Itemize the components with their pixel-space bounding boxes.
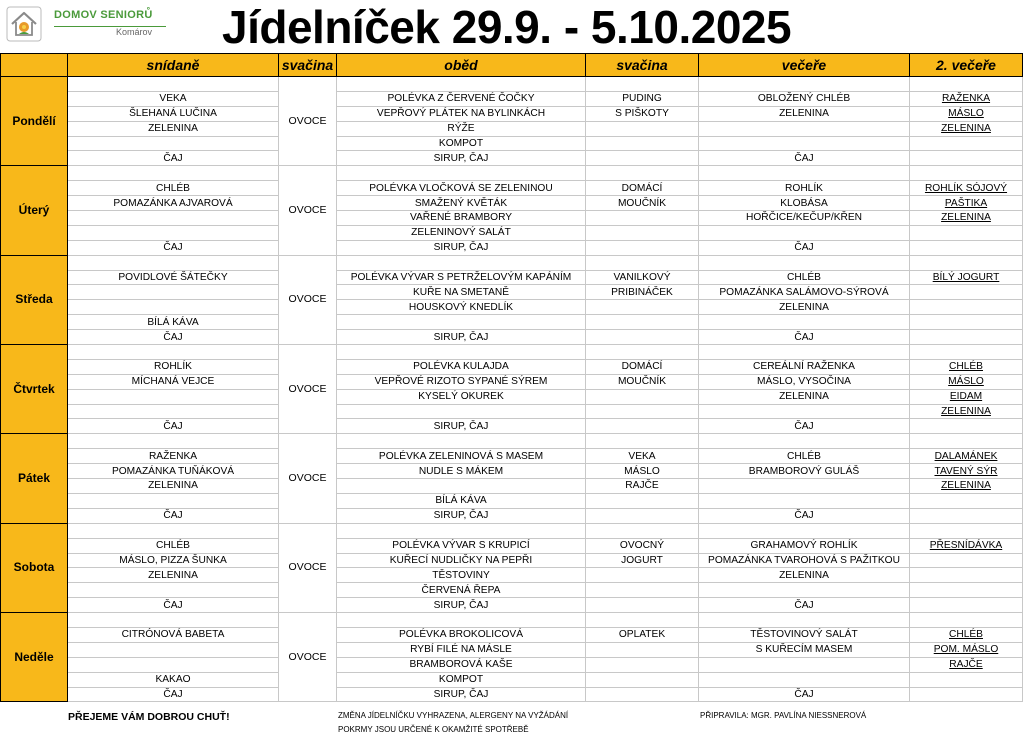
lunch-cell xyxy=(337,255,586,270)
lunch-cell xyxy=(337,523,586,538)
dinner-cell: S KUŘECÍM MASEM xyxy=(699,642,910,657)
day-name-cell: Čtvrtek xyxy=(1,345,68,434)
table-row xyxy=(1,315,1023,330)
table-row xyxy=(1,627,1023,642)
dinner-cell: KLOBÁSA xyxy=(699,196,910,211)
page-title: Jídelníček 29.9. - 5.10.2025 xyxy=(222,1,792,53)
afternoon-snack-cell xyxy=(586,419,699,434)
breakfast-cell: ČAJ xyxy=(68,687,279,702)
breakfast-cell xyxy=(68,523,279,538)
afternoon-snack-cell: PUDING xyxy=(586,91,699,106)
second-dinner-cell: ZELENINA xyxy=(910,404,1023,419)
second-dinner-cell xyxy=(910,434,1023,449)
morning-snack-cell: OVOCE xyxy=(279,523,337,612)
table-row xyxy=(1,270,1023,285)
dinner-cell xyxy=(699,255,910,270)
table-row xyxy=(1,449,1023,464)
afternoon-snack-cell xyxy=(586,642,699,657)
dinner-cell: ČAJ xyxy=(699,508,910,523)
second-dinner-cell: PAŠTIKA xyxy=(910,196,1023,211)
breakfast-cell: KAKAO xyxy=(68,672,279,687)
breakfast-cell: ZELENINA xyxy=(68,479,279,494)
afternoon-snack-cell xyxy=(586,568,699,583)
lunch-cell xyxy=(337,166,586,181)
lunch-cell: KUŘE NA SMETANĚ xyxy=(337,285,586,300)
second-dinner-cell: RAJČE xyxy=(910,657,1023,672)
afternoon-snack-cell: VEKA xyxy=(586,449,699,464)
menu-table xyxy=(0,53,1023,702)
logo-city: Komárov xyxy=(116,27,153,37)
afternoon-snack-cell: PRIBINÁČEK xyxy=(586,285,699,300)
dinner-cell xyxy=(699,493,910,508)
afternoon-snack-cell xyxy=(586,583,699,598)
table-row xyxy=(1,404,1023,419)
table-row xyxy=(1,151,1023,166)
lunch-cell xyxy=(337,77,586,92)
table-row xyxy=(1,121,1023,136)
dinner-cell: MÁSLO, VYSOČINA xyxy=(699,374,910,389)
table-row xyxy=(1,211,1023,226)
lunch-cell: VEPŘOVÝ PLÁTEK NA BYLINKÁCH xyxy=(337,106,586,121)
breakfast-cell: ČAJ xyxy=(68,240,279,255)
breakfast-cell xyxy=(68,613,279,628)
footer-wish: PŘEJEME VÁM DOBROU CHUŤ! xyxy=(68,711,230,723)
dinner-cell: POMAZÁNKA SALÁMOVO-SÝROVÁ xyxy=(699,285,910,300)
logo-name: DOMOV SENIORŮ xyxy=(54,9,153,21)
dinner-cell xyxy=(699,315,910,330)
second-dinner-cell xyxy=(910,687,1023,702)
dinner-cell: CHLÉB xyxy=(699,449,910,464)
dinner-cell: ČAJ xyxy=(699,151,910,166)
second-dinner-cell: POM. MÁSLO xyxy=(910,642,1023,657)
dinner-cell: BRAMBOROVÝ GULÁŠ xyxy=(699,464,910,479)
table-row xyxy=(1,359,1023,374)
lunch-cell: POLÉVKA Z ČERVENÉ ČOČKY xyxy=(337,91,586,106)
afternoon-snack-cell xyxy=(586,389,699,404)
afternoon-snack-cell xyxy=(586,151,699,166)
lunch-cell: KUŘECÍ NUDLIČKY NA PEPŘI xyxy=(337,553,586,568)
dinner-cell xyxy=(699,583,910,598)
table-row xyxy=(1,196,1023,211)
breakfast-cell xyxy=(68,136,279,151)
afternoon-snack-cell xyxy=(586,330,699,345)
lunch-cell: SIRUP, ČAJ xyxy=(337,508,586,523)
table-row xyxy=(1,106,1023,121)
second-dinner-cell xyxy=(910,255,1023,270)
table-row xyxy=(1,91,1023,106)
dinner-cell: GRAHAMOVÝ ROHLÍK xyxy=(699,538,910,553)
logo-text xyxy=(54,9,153,37)
afternoon-snack-cell xyxy=(586,315,699,330)
column-header: oběd xyxy=(337,54,586,77)
morning-snack-cell: OVOCE xyxy=(279,613,337,702)
dinner-cell xyxy=(699,434,910,449)
table-row xyxy=(1,240,1023,255)
breakfast-cell xyxy=(68,211,279,226)
dinner-cell xyxy=(699,136,910,151)
table-row xyxy=(1,77,1023,92)
table-row xyxy=(1,687,1023,702)
table-row xyxy=(1,613,1023,628)
morning-snack-cell: OVOCE xyxy=(279,77,337,166)
lunch-cell: BRAMBOROVÁ KAŠE xyxy=(337,657,586,672)
second-dinner-cell: MÁSLO xyxy=(910,106,1023,121)
lunch-cell: SIRUP, ČAJ xyxy=(337,419,586,434)
afternoon-snack-cell xyxy=(586,523,699,538)
lunch-cell: SIRUP, ČAJ xyxy=(337,687,586,702)
footer-note: ZMĚNA JÍDELNÍČKU VYHRAZENA, ALERGENY NA VYŽÁDÁNÍ xyxy=(338,711,569,720)
morning-snack-cell: OVOCE xyxy=(279,255,337,344)
day-name-cell: Pondělí xyxy=(1,77,68,166)
table-row xyxy=(1,389,1023,404)
column-header: snídaně xyxy=(68,54,279,77)
afternoon-snack-cell: RAJČE xyxy=(586,479,699,494)
table-row xyxy=(1,285,1023,300)
dinner-cell: ZELENINA xyxy=(699,389,910,404)
dinner-cell: CEREÁLNÍ RAŽENKA xyxy=(699,359,910,374)
dinner-cell: HOŘČICE/KEČUP/KŘEN xyxy=(699,211,910,226)
morning-snack-cell: OVOCE xyxy=(279,434,337,523)
afternoon-snack-cell: MOUČNÍK xyxy=(586,374,699,389)
dinner-cell xyxy=(699,657,910,672)
afternoon-snack-cell xyxy=(586,687,699,702)
breakfast-cell xyxy=(68,77,279,92)
afternoon-snack-cell: MÁSLO xyxy=(586,464,699,479)
column-header-row xyxy=(1,54,1023,77)
dinner-cell: ČAJ xyxy=(699,687,910,702)
lunch-cell xyxy=(337,434,586,449)
lunch-cell: RÝŽE xyxy=(337,121,586,136)
breakfast-cell: POMAZÁNKA TUŇÁKOVÁ xyxy=(68,464,279,479)
dinner-cell xyxy=(699,613,910,628)
table-row xyxy=(1,374,1023,389)
breakfast-cell xyxy=(68,434,279,449)
second-dinner-cell: PŘESNÍDÁVKA xyxy=(910,538,1023,553)
day-name-cell: Sobota xyxy=(1,523,68,612)
footer-note: POKRMY JSOU URČENÉ K OKAMŽITÉ SPOTŘEBĚ xyxy=(338,725,529,734)
afternoon-snack-cell xyxy=(586,598,699,613)
lunch-cell: BÍLÁ KÁVA xyxy=(337,493,586,508)
breakfast-cell: CHLÉB xyxy=(68,181,279,196)
breakfast-cell: MÍCHANÁ VEJCE xyxy=(68,374,279,389)
breakfast-cell: ČAJ xyxy=(68,598,279,613)
dinner-cell: ČAJ xyxy=(699,240,910,255)
breakfast-cell: POVIDLOVÉ ŠÁTEČKY xyxy=(68,270,279,285)
breakfast-cell xyxy=(68,389,279,404)
afternoon-snack-cell: DOMÁCÍ xyxy=(586,181,699,196)
second-dinner-cell xyxy=(910,553,1023,568)
table-row xyxy=(1,225,1023,240)
dinner-cell: ZELENINA xyxy=(699,568,910,583)
table-row xyxy=(1,523,1023,538)
afternoon-snack-cell: JOGURT xyxy=(586,553,699,568)
breakfast-cell: ZELENINA xyxy=(68,568,279,583)
column-header: večeře xyxy=(699,54,910,77)
table-row xyxy=(1,553,1023,568)
lunch-cell: ZELENINOVÝ SALÁT xyxy=(337,225,586,240)
second-dinner-cell: DALAMÁNEK xyxy=(910,449,1023,464)
afternoon-snack-cell xyxy=(586,255,699,270)
column-header: svačina xyxy=(279,54,337,77)
table-row xyxy=(1,345,1023,360)
breakfast-cell: ČAJ xyxy=(68,419,279,434)
second-dinner-cell xyxy=(910,345,1023,360)
table-row xyxy=(1,538,1023,553)
breakfast-cell xyxy=(68,404,279,419)
dinner-cell: ZELENINA xyxy=(699,300,910,315)
second-dinner-cell xyxy=(910,285,1023,300)
lunch-cell: KOMPOT xyxy=(337,136,586,151)
lunch-cell: POLÉVKA BROKOLICOVÁ xyxy=(337,627,586,642)
lunch-cell: SIRUP, ČAJ xyxy=(337,598,586,613)
dinner-cell xyxy=(699,672,910,687)
second-dinner-cell: MÁSLO xyxy=(910,374,1023,389)
second-dinner-cell xyxy=(910,493,1023,508)
lunch-cell: TĚSTOVINY xyxy=(337,568,586,583)
second-dinner-cell: CHLÉB xyxy=(910,359,1023,374)
table-row xyxy=(1,255,1023,270)
footer-prepared-by: PŘIPRAVILA: MGR. PAVLÍNA NIESSNEROVÁ xyxy=(700,711,867,720)
breakfast-cell: POMAZÁNKA AJVAROVÁ xyxy=(68,196,279,211)
table-row xyxy=(1,166,1023,181)
afternoon-snack-cell xyxy=(586,240,699,255)
second-dinner-cell xyxy=(910,136,1023,151)
table-row xyxy=(1,657,1023,672)
table-row xyxy=(1,136,1023,151)
second-dinner-cell: ZELENINA xyxy=(910,479,1023,494)
breakfast-cell: CITRÓNOVÁ BABETA xyxy=(68,627,279,642)
breakfast-cell xyxy=(68,657,279,672)
afternoon-snack-cell xyxy=(586,211,699,226)
afternoon-snack-cell xyxy=(586,404,699,419)
afternoon-snack-cell xyxy=(586,345,699,360)
lunch-cell: NUDLE S MÁKEM xyxy=(337,464,586,479)
second-dinner-cell: EIDAM xyxy=(910,389,1023,404)
dinner-cell: TĚSTOVINOVÝ SALÁT xyxy=(699,627,910,642)
afternoon-snack-cell xyxy=(586,672,699,687)
dinner-cell xyxy=(699,121,910,136)
page-footer xyxy=(0,708,1024,744)
page-header xyxy=(0,0,1024,52)
second-dinner-cell xyxy=(910,583,1023,598)
second-dinner-cell xyxy=(910,419,1023,434)
dinner-cell xyxy=(699,77,910,92)
table-row xyxy=(1,464,1023,479)
table-row xyxy=(1,330,1023,345)
dinner-cell: POMAZÁNKA TVAROHOVÁ S PAŽITKOU xyxy=(699,553,910,568)
table-row xyxy=(1,642,1023,657)
breakfast-cell xyxy=(68,300,279,315)
second-dinner-cell: TAVENÝ SÝR xyxy=(910,464,1023,479)
afternoon-snack-cell xyxy=(586,613,699,628)
table-row xyxy=(1,181,1023,196)
lunch-cell xyxy=(337,479,586,494)
lunch-cell: SIRUP, ČAJ xyxy=(337,151,586,166)
afternoon-snack-cell: DOMÁCÍ xyxy=(586,359,699,374)
second-dinner-cell xyxy=(910,315,1023,330)
afternoon-snack-cell: OPLATEK xyxy=(586,627,699,642)
column-header: svačina xyxy=(586,54,699,77)
dinner-cell xyxy=(699,345,910,360)
second-dinner-cell xyxy=(910,598,1023,613)
afternoon-snack-cell xyxy=(586,225,699,240)
afternoon-snack-cell xyxy=(586,136,699,151)
dinner-cell: CHLÉB xyxy=(699,270,910,285)
dinner-cell xyxy=(699,404,910,419)
lunch-cell: KYSELÝ OKUREK xyxy=(337,389,586,404)
second-dinner-cell: ZELENINA xyxy=(910,121,1023,136)
second-dinner-cell xyxy=(910,225,1023,240)
second-dinner-cell: RAŽENKA xyxy=(910,91,1023,106)
lunch-cell: ČERVENÁ ŘEPA xyxy=(337,583,586,598)
second-dinner-cell: CHLÉB xyxy=(910,627,1023,642)
afternoon-snack-cell: VANILKOVÝ xyxy=(586,270,699,285)
breakfast-cell xyxy=(68,285,279,300)
second-dinner-cell xyxy=(910,240,1023,255)
lunch-cell: POLÉVKA VÝVAR S KRUPICÍ xyxy=(337,538,586,553)
dinner-cell: ČAJ xyxy=(699,330,910,345)
afternoon-snack-cell: S PIŠKOTY xyxy=(586,106,699,121)
afternoon-snack-cell: MOUČNÍK xyxy=(586,196,699,211)
table-row xyxy=(1,434,1023,449)
breakfast-cell xyxy=(68,583,279,598)
afternoon-snack-cell xyxy=(586,493,699,508)
table-row xyxy=(1,479,1023,494)
corner-cell xyxy=(1,54,68,77)
table-row xyxy=(1,583,1023,598)
breakfast-cell: VEKA xyxy=(68,91,279,106)
dinner-cell xyxy=(699,479,910,494)
lunch-cell: VEPŘOVÉ RIZOTO SYPANÉ SÝREM xyxy=(337,374,586,389)
table-row xyxy=(1,508,1023,523)
breakfast-cell: ŠLEHANÁ LUČINA xyxy=(68,106,279,121)
second-dinner-cell xyxy=(910,77,1023,92)
afternoon-snack-cell xyxy=(586,77,699,92)
second-dinner-cell: ROHLÍK SÓJOVÝ xyxy=(910,181,1023,196)
second-dinner-cell xyxy=(910,672,1023,687)
lunch-cell: RYBÍ FILÉ NA MÁSLE xyxy=(337,642,586,657)
morning-snack-cell: OVOCE xyxy=(279,345,337,434)
second-dinner-cell xyxy=(910,151,1023,166)
afternoon-snack-cell xyxy=(586,166,699,181)
house-logo-icon xyxy=(6,6,42,42)
lunch-cell xyxy=(337,613,586,628)
breakfast-cell xyxy=(68,255,279,270)
breakfast-cell: ČAJ xyxy=(68,508,279,523)
dinner-cell xyxy=(699,523,910,538)
column-header: 2. večeře xyxy=(910,54,1023,77)
breakfast-cell: ZELENINA xyxy=(68,121,279,136)
dinner-cell: ČAJ xyxy=(699,598,910,613)
dinner-cell: ROHLÍK xyxy=(699,181,910,196)
lunch-cell: SMAŽENÝ KVĚTÁK xyxy=(337,196,586,211)
breakfast-cell: RAŽENKA xyxy=(68,449,279,464)
dinner-cell: ZELENINA xyxy=(699,106,910,121)
second-dinner-cell xyxy=(910,568,1023,583)
lunch-cell xyxy=(337,404,586,419)
table-row xyxy=(1,568,1023,583)
lunch-cell: VAŘENÉ BRAMBORY xyxy=(337,211,586,226)
breakfast-cell: MÁSLO, PIZZA ŠUNKA xyxy=(68,553,279,568)
breakfast-cell xyxy=(68,493,279,508)
menu-body xyxy=(1,77,1023,702)
lunch-cell: POLÉVKA VÝVAR S PETRŽELOVÝM KAPÁNÍM xyxy=(337,270,586,285)
afternoon-snack-cell xyxy=(586,434,699,449)
afternoon-snack-cell xyxy=(586,300,699,315)
breakfast-cell: ČAJ xyxy=(68,151,279,166)
day-name-cell: Úterý xyxy=(1,166,68,255)
afternoon-snack-cell xyxy=(586,121,699,136)
second-dinner-cell: BÍLÝ JOGURT xyxy=(910,270,1023,285)
morning-snack-cell: OVOCE xyxy=(279,166,337,255)
second-dinner-cell: ZELENINA xyxy=(910,211,1023,226)
table-row xyxy=(1,598,1023,613)
dinner-cell xyxy=(699,166,910,181)
table-row xyxy=(1,300,1023,315)
breakfast-cell: ČAJ xyxy=(68,330,279,345)
second-dinner-cell xyxy=(910,166,1023,181)
breakfast-cell: CHLÉB xyxy=(68,538,279,553)
second-dinner-cell xyxy=(910,330,1023,345)
breakfast-cell xyxy=(68,642,279,657)
lunch-cell: POLÉVKA ZELENINOVÁ S MASEM xyxy=(337,449,586,464)
table-row xyxy=(1,419,1023,434)
day-name-cell: Středa xyxy=(1,255,68,344)
dinner-cell xyxy=(699,225,910,240)
lunch-cell: POLÉVKA VLOČKOVÁ SE ZELENINOU xyxy=(337,181,586,196)
lunch-cell xyxy=(337,345,586,360)
table-row xyxy=(1,493,1023,508)
lunch-cell: SIRUP, ČAJ xyxy=(337,330,586,345)
second-dinner-cell xyxy=(910,613,1023,628)
breakfast-cell xyxy=(68,345,279,360)
lunch-cell: HOUSKOVÝ KNEDLÍK xyxy=(337,300,586,315)
afternoon-snack-cell xyxy=(586,508,699,523)
breakfast-cell: BÍLÁ KÁVA xyxy=(68,315,279,330)
lunch-cell: KOMPOT xyxy=(337,672,586,687)
breakfast-cell xyxy=(68,166,279,181)
afternoon-snack-cell xyxy=(586,657,699,672)
day-name-cell: Pátek xyxy=(1,434,68,523)
second-dinner-cell xyxy=(910,523,1023,538)
second-dinner-cell xyxy=(910,300,1023,315)
dinner-cell: OBLOŽENÝ CHLÉB xyxy=(699,91,910,106)
table-row xyxy=(1,672,1023,687)
breakfast-cell xyxy=(68,225,279,240)
breakfast-cell: ROHLÍK xyxy=(68,359,279,374)
lunch-cell: POLÉVKA KULAJDA xyxy=(337,359,586,374)
dinner-cell: ČAJ xyxy=(699,419,910,434)
day-name-cell: Neděle xyxy=(1,613,68,702)
lunch-cell xyxy=(337,315,586,330)
second-dinner-cell xyxy=(910,508,1023,523)
afternoon-snack-cell: OVOCNÝ xyxy=(586,538,699,553)
lunch-cell: SIRUP, ČAJ xyxy=(337,240,586,255)
